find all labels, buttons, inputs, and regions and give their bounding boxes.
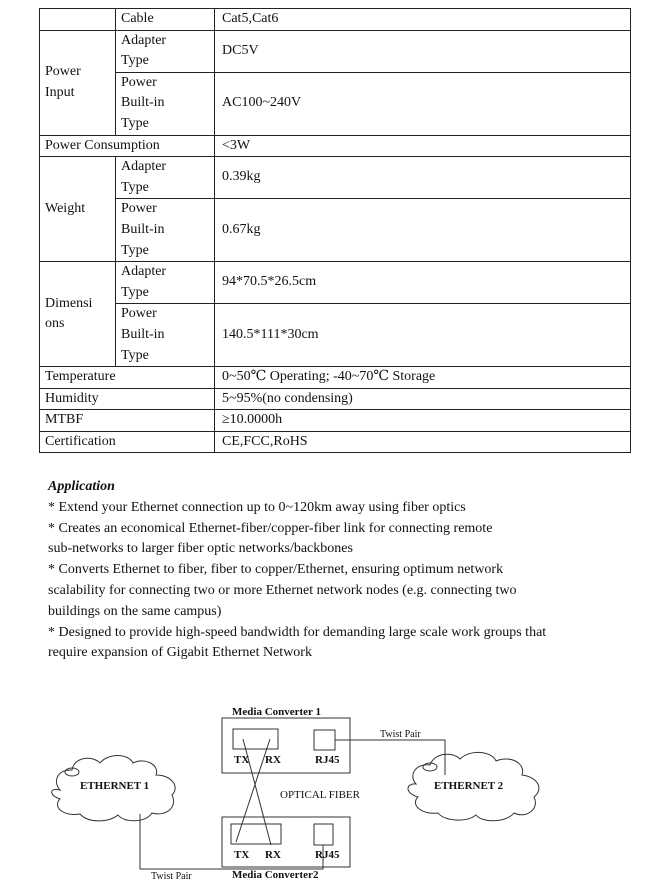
- application-heading: Application: [48, 479, 115, 494]
- mtbf-value: ≥10.0000h: [215, 410, 631, 432]
- temperature-label: Temperature: [40, 367, 215, 389]
- humidity-value: 5~95%(no condensing): [215, 388, 631, 410]
- mc1-fiber-port: [233, 729, 278, 749]
- power-input-label: Power Input: [40, 30, 116, 135]
- twist-pair-bottom-label: Twist Pair: [151, 871, 192, 882]
- power-input-builtin-value: AC100~240V: [215, 72, 631, 135]
- row-mtbf: [40, 410, 631, 432]
- mc2-tx-label: TX: [234, 849, 250, 861]
- dimensions-adapter-label: Adapter Type: [116, 262, 215, 304]
- row-weight-adapter: [40, 157, 631, 199]
- spec-table: [39, 8, 631, 453]
- power-input-adapter-label: Adapter Type: [116, 30, 215, 72]
- row-power-consumption: [40, 135, 631, 157]
- ethernet-1-label: ETHERNET 1: [80, 780, 150, 792]
- dimensions-adapter-value: 94*70.5*26.5cm: [215, 262, 631, 304]
- mtbf-label: MTBF: [40, 410, 215, 432]
- mc2-rj45-label: RJ45: [315, 849, 340, 861]
- row-certification: [40, 431, 631, 453]
- mc1-rj45-port: [314, 730, 335, 750]
- twist-pair-line-top: [335, 740, 445, 775]
- mc2-rx-label: RX: [265, 849, 281, 861]
- row-weight-builtin: [40, 199, 631, 262]
- application-bullet-2: * Creates an economical Ethernet-fiber/copper-fiber link for connecting remote sub-networks to larger fiber optic networks/backbones: [48, 520, 493, 557]
- power-consumption-value: <3W: [215, 135, 631, 157]
- media-converter-1-label: Media Converter 1: [232, 706, 321, 718]
- dimensions-builtin-label: Power Built-in Type: [116, 304, 215, 367]
- weight-adapter-label: Adapter Type: [116, 157, 215, 199]
- row-humidity: [40, 388, 631, 410]
- mc2-rj45-port: [314, 824, 333, 845]
- mc1-tx-label: TX: [234, 754, 250, 766]
- power-input-adapter-value: DC5V: [215, 30, 631, 72]
- weight-adapter-value: 0.39kg: [215, 157, 631, 199]
- twist-pair-top-label: Twist Pair: [380, 729, 421, 740]
- row-dimensions-adapter: [40, 262, 631, 304]
- row-temperature: [40, 367, 631, 389]
- row-cable: [40, 9, 631, 31]
- dimensions-builtin-value: 140.5*111*30cm: [215, 304, 631, 367]
- weight-builtin-value: 0.67kg: [215, 199, 631, 262]
- application-bullet-3: * Converts Ethernet to fiber, fiber to copper/Ethernet, ensuring optimum network scalability for connecting two or more Ethernet network nodes (e.g. connecting two buildings on the same campus): [48, 562, 517, 619]
- temperature-value: 0~50℃ Operating; -40~70℃ Storage: [215, 367, 631, 389]
- weight-builtin-label: Power Built-in Type: [116, 199, 215, 262]
- application-bullet-4: * Designed to provide high-speed bandwidth for demanding large scale work groups that require expansion of Gigabit Ethernet Network: [48, 624, 547, 661]
- humidity-label: Humidity: [40, 388, 215, 410]
- optical-fiber-label: OPTICAL FIBER: [280, 789, 360, 801]
- weight-label: Weight: [40, 157, 116, 262]
- mc1-rx-label: RX: [265, 754, 281, 766]
- power-consumption-label: Power Consumption: [40, 135, 215, 157]
- dimensions-label: Dimensi ons: [40, 262, 116, 367]
- power-input-builtin-label: Power Built-in Type: [116, 72, 215, 135]
- row-power-input-builtin: [40, 72, 631, 135]
- certification-label: Certification: [40, 431, 215, 453]
- mc1-rj45-label: RJ45: [315, 754, 340, 766]
- application-bullet-1: * Extend your Ethernet connection up to 0~120km away using fiber optics: [48, 499, 466, 515]
- certification-value: CE,FCC,RoHS: [215, 431, 631, 453]
- media-converter-2-label: Media Converter2: [232, 869, 319, 881]
- row-dimensions-builtin: [40, 304, 631, 367]
- application-section: [48, 477, 638, 664]
- cable-label: Cable: [116, 9, 215, 31]
- network-diagram: [0, 695, 646, 893]
- cable-value: Cat5,Cat6: [215, 9, 631, 31]
- ethernet-2-label: ETHERNET 2: [434, 780, 504, 792]
- row-power-input-adapter: [40, 30, 631, 72]
